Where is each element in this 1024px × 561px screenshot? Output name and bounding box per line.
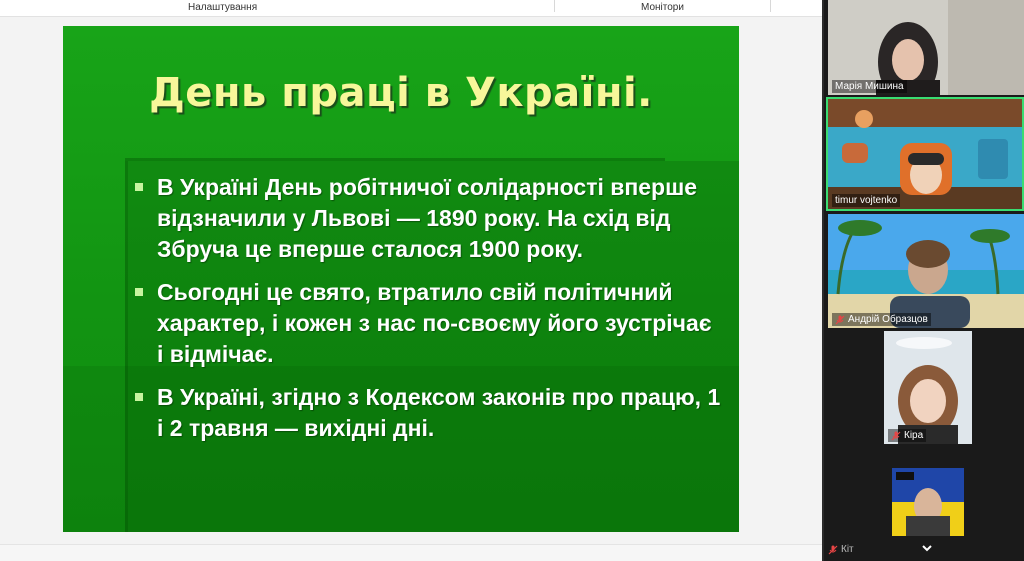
participant-tile[interactable] (828, 0, 1024, 95)
participant-name-label: Андрій Образцов (832, 313, 931, 326)
slide-bullet-list (133, 172, 723, 456)
participant-avatar-image (892, 468, 964, 536)
toolbar-divider (554, 0, 555, 12)
mic-off-icon (891, 431, 901, 441)
participant-tile[interactable] (892, 468, 964, 536)
mic-off-icon (835, 315, 845, 325)
toolbar-divider (770, 0, 771, 12)
participant-name-label: Кіт (828, 544, 854, 555)
share-bottom-strip (0, 544, 822, 561)
mic-off-icon (828, 545, 838, 555)
presenter-toolbar (0, 0, 822, 17)
slide-bullet (133, 172, 723, 265)
participant-name-label: Марія Мишина (832, 80, 907, 93)
participant-tile[interactable] (828, 214, 1024, 328)
slide-bullet (133, 277, 723, 370)
slide-bullet-text: В Україні, згідно з Кодексом законів про працю, 1 і 2 травня — вихідні дні. (157, 384, 721, 441)
participant-video (828, 214, 1024, 328)
participant-video (828, 99, 1022, 209)
participant-name-label: timur vojtenko (832, 194, 900, 207)
monitors-tab[interactable]: Монітори (641, 2, 684, 13)
presentation-slide (63, 26, 739, 532)
participant-name-label: Кіра (888, 429, 926, 442)
slide-bullet-text: В Україні День робітничої солідарності вперше відзначили у Львові — 1890 року. На схід від Збруча це вперше сталося 1900 року. (157, 174, 698, 262)
slide-decor-line (125, 161, 128, 532)
slide-title: День праці в Україні. (149, 70, 653, 116)
slide-decor-line (125, 158, 665, 161)
square-bullet-icon (135, 183, 143, 191)
participant-tile[interactable] (884, 331, 972, 444)
square-bullet-icon (135, 393, 143, 401)
participants-panel[interactable] (822, 0, 1024, 561)
square-bullet-icon (135, 288, 143, 296)
settings-tab[interactable]: Налаштування (188, 2, 258, 13)
slide-bullet-text: Сьогодні це свято, втратило свій політичний характер, і кожен з нас по-своєму його зустрічає і відмічає. (157, 279, 712, 367)
slide-bullet (133, 382, 723, 444)
participant-video (884, 331, 972, 444)
participant-tile-active-speaker[interactable] (826, 97, 1024, 211)
chevron-down-icon[interactable] (920, 541, 934, 555)
